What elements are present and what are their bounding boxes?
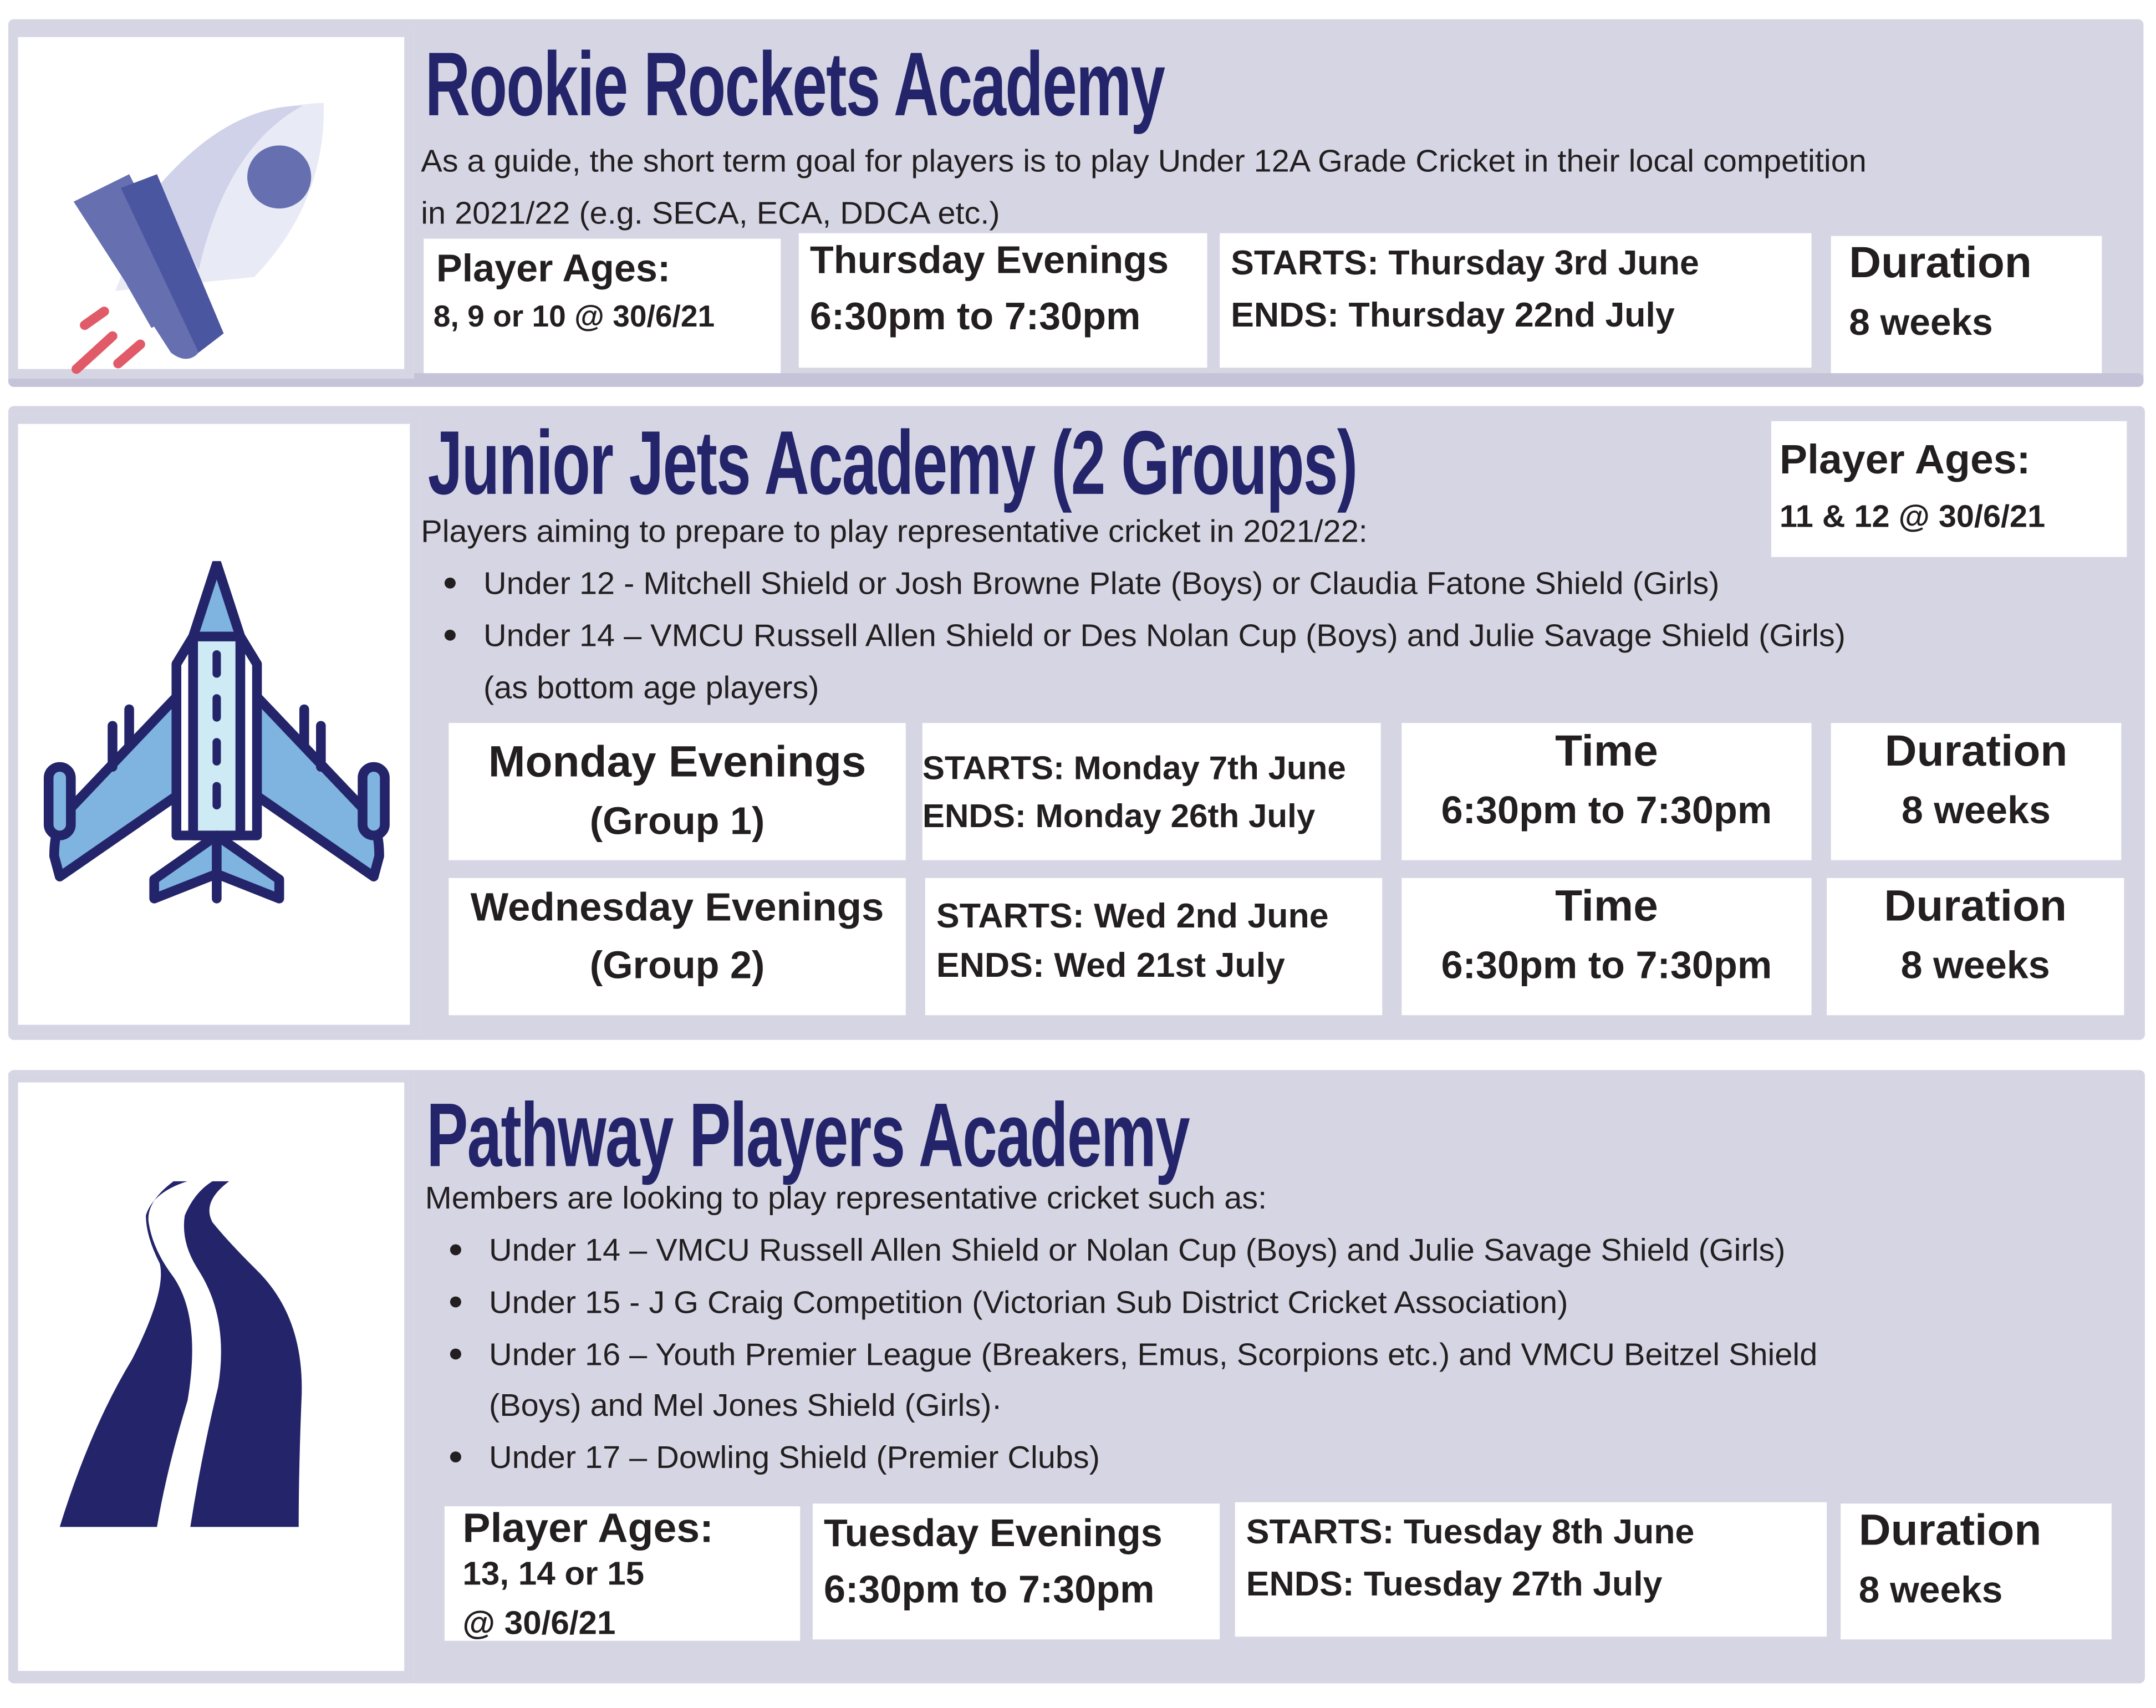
junior-g1-duration-label: Duration (1884, 726, 2068, 776)
pathway-bullet-1: Under 14 – VMCU Russell Allen Shield or Nolan Cup (Boys) and Julie Savage Shield (Girls) (489, 1223, 1785, 1276)
junior-bullet-2: Under 14 – VMCU Russell Allen Shield or Des Nolan Cup (Boys) and Julie Savage Shield (Girls) (483, 609, 1846, 661)
rookie-start-date: STARTS: Thursday 3rd June (1231, 244, 1699, 283)
pathway-bullet-3-cont: (Boys) and Mel Jones Shield (Girls)· (489, 1386, 1002, 1423)
rocket-icon (60, 64, 393, 380)
pathway-end-date: ENDS: Tuesday 27th July (1246, 1565, 1663, 1604)
junior-icon-box (8, 414, 420, 1034)
junior-g2-day: Wednesday Evenings (470, 886, 884, 930)
pathway-duration-label: Duration (1858, 1505, 2042, 1554)
junior-g1-day-card (448, 723, 905, 860)
junior-ages-card (1771, 421, 2127, 557)
pathway-ages-value: 13, 14 or 15 (462, 1556, 645, 1593)
junior-g2-time: 6:30pm to 7:30pm (1441, 944, 1772, 987)
rookie-day-card (799, 233, 1207, 368)
junior-g1-time-card (1401, 723, 1811, 860)
fighter-jet-icon (43, 561, 390, 904)
rookie-time: 6:30pm to 7:30pm (809, 295, 1141, 338)
pathway-duration-value: 8 weeks (1858, 1569, 2003, 1611)
rookie-description-line-2: in 2021/22 (e.g. SECA, ECA, DDCA etc.) (421, 195, 1000, 231)
junior-title: Junior Jets Academy (2 Groups) (427, 411, 1357, 513)
junior-g1-time-label: Time (1555, 726, 1658, 776)
rookie-icon-box (8, 27, 414, 379)
rookie-duration-card (1831, 236, 2102, 373)
junior-ages-value: 11 & 12 @ 30/6/21 (1779, 498, 2046, 534)
rookie-duration-label: Duration (1849, 237, 2032, 287)
junior-g1-duration-card (1831, 723, 2122, 860)
pathway-ages-card (445, 1506, 800, 1641)
pathway-ages-date: @ 30/6/21 (462, 1605, 616, 1643)
rookie-duration-value: 8 weeks (1849, 302, 1993, 343)
junior-g1-start: STARTS: Monday 7th June (922, 750, 1346, 788)
rookie-dates-card (1220, 233, 1811, 368)
junior-g1-time: 6:30pm to 7:30pm (1441, 788, 1772, 832)
pathway-icon-box (8, 1073, 414, 1680)
rookie-ages-label: Player Ages: (436, 247, 671, 290)
junior-description: Players aiming to prepare to play representative cricket in 2021/22: (421, 513, 1368, 549)
pathway-ages-label: Player Ages: (462, 1506, 714, 1552)
pathway-bullet-4: Under 17 – Dowling Shield (Premier Clubs) (489, 1431, 1100, 1483)
junior-ages-label: Player Ages: (1779, 437, 2031, 483)
junior-g2-start: STARTS: Wed 2nd June (936, 897, 1329, 936)
junior-g2-group: (Group 2) (589, 944, 765, 987)
pathway-bullet-3: Under 16 – Youth Premier League (Breakers, Emus, Scorpions etc.) and VMCU Beitzel Shield (489, 1328, 1817, 1380)
junior-bullet-2-cont: (as bottom age players) (483, 669, 819, 705)
junior-g1-end: ENDS: Monday 26th July (922, 798, 1316, 836)
junior-g2-duration-card (1827, 878, 2124, 1015)
junior-g2-end: ENDS: Wed 21st July (936, 946, 1285, 985)
pathway-description: Members are looking to play representative cricket such as: (425, 1180, 1267, 1216)
junior-g2-day-card (448, 878, 905, 1015)
pathway-time: 6:30pm to 7:30pm (823, 1568, 1155, 1611)
pathway-start-date: STARTS: Tuesday 8th June (1246, 1513, 1695, 1552)
junior-g2-duration-label: Duration (1884, 880, 2067, 930)
junior-g1-group: (Group 1) (589, 799, 765, 843)
rookie-ages-card (424, 239, 781, 374)
pathway-day-card (813, 1503, 1220, 1639)
pathway-title: Pathway Players Academy (426, 1084, 1189, 1186)
rookie-ages-value: 8, 9 or 10 @ 30/6/21 (433, 299, 715, 334)
junior-g2-dates-card (925, 878, 1382, 1015)
junior-g2-time-label: Time (1555, 880, 1658, 930)
pathway-duration-card (1841, 1503, 2112, 1639)
rookie-description-line-1: As a guide, the short term goal for players is to play Under 12A Grade Cricket in their local competition (421, 142, 1867, 179)
rookie-title: Rookie Rockets Academy (425, 33, 1165, 135)
junior-bullet-1: Under 12 - Mitchell Shield or Josh Browne Plate (Boys) or Claudia Fatone Shield (Girls) (483, 557, 1719, 609)
junior-g1-dates-card (922, 723, 1381, 860)
rookie-day: Thursday Evenings (809, 238, 1169, 282)
junior-g2-time-card (1401, 878, 1811, 1015)
road-icon (49, 1181, 354, 1538)
pathway-bullet-2: Under 15 - J G Craig Competition (Victorian Sub District Cricket Association) (489, 1276, 1568, 1328)
junior-g1-day: Monday Evenings (488, 736, 867, 787)
junior-g2-duration: 8 weeks (1900, 944, 2050, 987)
rookie-end-date: ENDS: Thursday 22nd July (1231, 296, 1675, 335)
pathway-day: Tuesday Evenings (823, 1512, 1163, 1554)
junior-g1-duration: 8 weeks (1901, 788, 2051, 832)
pathway-dates-card (1235, 1502, 1827, 1637)
